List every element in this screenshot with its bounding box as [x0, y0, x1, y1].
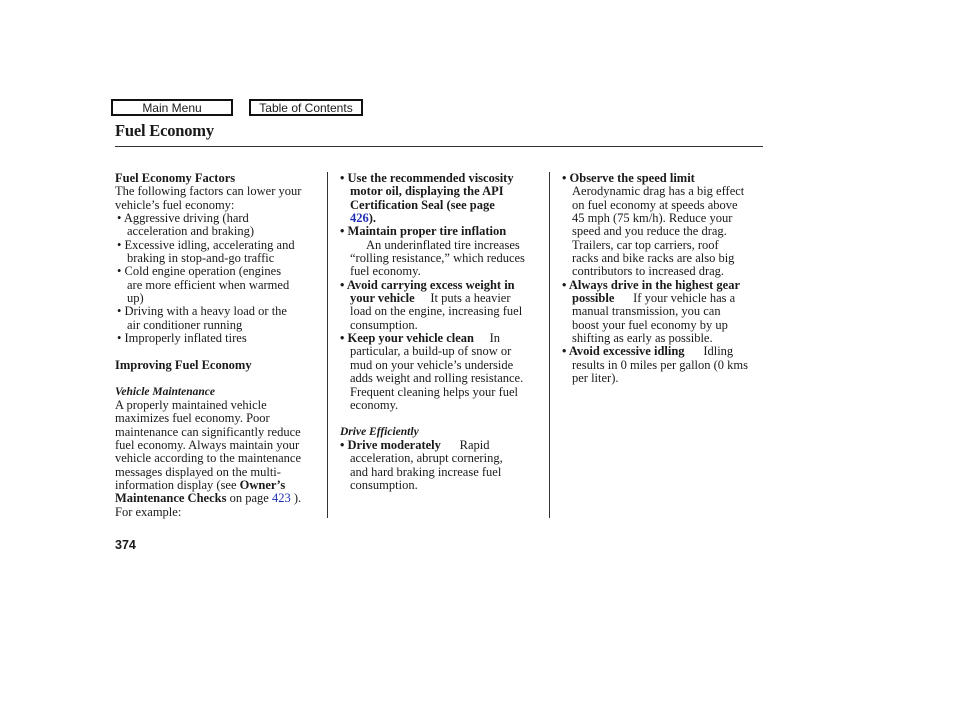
maintenance-line: information display (see Owner’s [115, 477, 286, 492]
title-divider [115, 146, 763, 147]
speed-text-line: 45 mph (75 km/h). Reduce your [572, 211, 733, 226]
maintenance-line: A properly maintained vehicle [115, 397, 267, 412]
oil-bullet: • Use the recommended viscosity [340, 171, 514, 185]
maintenance-line: maximizes fuel economy. Poor [115, 411, 270, 426]
factors-intro-line: vehicle’s fuel economy: [115, 197, 235, 212]
gear-text-line: boost your fuel economy by up [572, 317, 728, 332]
factor-item: are more efficient when warmed [127, 277, 290, 292]
maintenance-line: maintenance can significantly reduce [115, 424, 301, 439]
column-divider-1 [327, 172, 328, 518]
column-1 [115, 172, 325, 519]
factor-item: acceleration and braking) [127, 224, 255, 239]
factors-intro-line: The following factors can lower your [115, 184, 302, 199]
factor-item: • Improperly inflated tires [117, 331, 247, 346]
maintenance-line: fuel economy. Always maintain your [115, 437, 300, 452]
speed-text-line: speed and you reduce the drag. [572, 224, 727, 239]
maintenance-line: vehicle according to the maintenance [115, 451, 302, 466]
idle-bullet: • Avoid excessive idling Idling [562, 344, 734, 359]
column-2: • Use the recommended viscosity motor oil, displaying the API Certification Seal (see page 426). • Maintain proper tire inflation An underinflated tire increases “rolling resistance,” which reduces fuel economy. • Avoid carrying excess weight in your vehicle It puts a heavier load on the engine, increasing fuel consumption. • Keep your vehicle clean In particular, a build-up of snow or mud on your vehicle’s underside adds weight and rolling resistance. Frequent cleaning helps your fuel economy. Drive Efficiently • Drive moderately Rapid acceleration, abrupt cornering, and hard braking increase fuel consumption. [340, 172, 546, 492]
improving-heading: Improving Fuel Economy [115, 357, 252, 372]
drive-bullet: • Drive moderately Rapid [340, 437, 490, 452]
speed-text-line: Aerodynamic drag has a big effect [572, 184, 745, 199]
factor-item: up) [127, 291, 144, 306]
factor-item: • Driving with a heavy load or the [117, 304, 287, 319]
page-number: 374 [115, 538, 136, 552]
factor-item: • Cold engine operation (engines [117, 264, 282, 279]
page-title: Fuel Economy [115, 121, 214, 140]
maintenance-text [115, 399, 325, 479]
factors-heading: Fuel Economy Factors [115, 171, 236, 185]
speed-bullet: • Observe the speed limit [562, 171, 695, 185]
column-3: • Observe the speed limit Aerodynamic drag has a big effect on fuel economy at speeds above 45 mph (75 km/h). Reduce your speed and you reduce the drag. Trailers, car top carriers, roof racks and bike racks are also big contributors to increased drag. • Always drive in the highest gear possible If your vehicle has a manual transmission, you can boost your fuel economy by up shifting as early as possible. • Avoid excessive idling Idling results in 0 miles per gallon (0 kms per liter). [562, 172, 767, 386]
speed-text-line: Trailers, car top carriers, roof [572, 237, 719, 252]
tire-bullet: • Maintain proper tire inflation [340, 224, 507, 239]
gear-bullet: • Always drive in the highest gear [562, 277, 740, 292]
page-426-link[interactable]: 426 [350, 211, 369, 226]
table-of-contents-button[interactable]: Table of Contents [249, 99, 363, 116]
clean-bullet: • Keep your vehicle clean In [340, 331, 501, 346]
factors-list [115, 212, 325, 345]
speed-text-line: racks and bike racks are also big [572, 251, 735, 266]
page-423-link[interactable]: 423 [271, 491, 291, 506]
idle-text-line: per liter). [572, 371, 619, 386]
column-divider-2 [549, 172, 550, 518]
drive-efficiently-heading: Drive Efficiently [340, 425, 419, 438]
maintenance-line: For example: [115, 504, 182, 519]
speed-text-line: contributors to increased drag. [572, 264, 725, 279]
gear-text-line: manual transmission, you can [572, 304, 721, 319]
factor-item: air conditioner running [127, 317, 243, 332]
maintenance-heading: Vehicle Maintenance [115, 385, 215, 398]
factor-item: • Excessive idling, accelerating and [117, 237, 295, 252]
factor-item: • Aggressive driving (hard [117, 211, 249, 226]
maintenance-line: Maintenance Checks on page 423 ). [115, 491, 302, 506]
maintenance-line: messages displayed on the multi- [115, 464, 281, 479]
idle-text-line: results in 0 miles per gallon (0 kms [572, 357, 749, 372]
factor-item: braking in stop-and-go traffic [127, 251, 275, 266]
gear-text-line: shifting as early as possible. [572, 331, 713, 346]
weight-bullet: • Avoid carrying excess weight in [340, 277, 515, 292]
speed-text-line: on fuel economy at speeds above [572, 197, 738, 212]
main-menu-button[interactable]: Main Menu [111, 99, 233, 116]
